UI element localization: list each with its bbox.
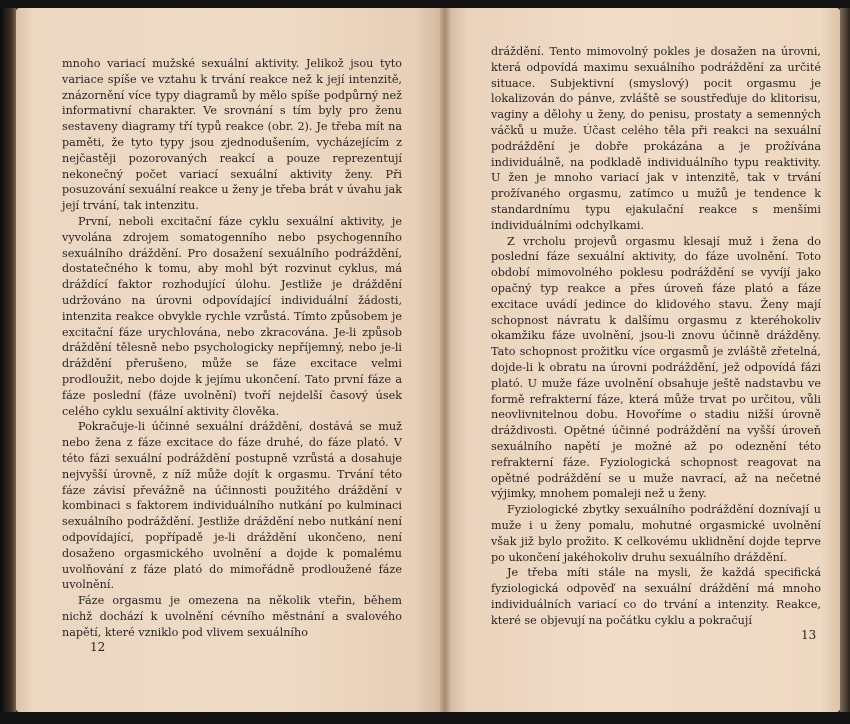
left-page — [16, 8, 444, 712]
right-page-text — [491, 44, 821, 628]
right-paragraph-3: Fyziologické zbytky sexuálního podráždění doznívají u muže i u ženy pomalu, mohutné orgasmické uvolnění však již bylo prožito. K celkovému uklidnění dojde teprve po ukončení jakéhokoliv druhu sexuálního dráždění. — [491, 503, 821, 564]
left-paragraph-3: Pokračuje-li účinné sexuální dráždění, dostává se muž nebo žena z fáze excitace do fáze druhé, do fáze plató. V této fázi sexuální podráždění postupně vzrůstá a dosahuje nejvyšší úrovně, z níž může dojít k orgasmu. Trvání této fáze závisí převážně na účinnosti použitého dráždění v kombinaci s faktorem individuálního nutkání po kulminaci sexuálního podráždění. Jestliže dráždění nebo nutkání není odpovídající, popřípadě je-li dráždění ukončeno, není dosaženo orgasmického uvolnění a dojde k pomalému uvolňování z fáze plató do mimořádně prodloužené fáze uvolnění. — [62, 420, 402, 592]
left-page-number: 12 — [90, 640, 106, 654]
left-paragraph-4: Fáze orgasmu je omezena na několik vteřin, během nichž dochází k uvolnění cévního městnání a svalového napětí, které vzniklo pod vlivem sexuálního — [62, 594, 402, 639]
right-page — [444, 8, 840, 712]
book-gutter — [440, 8, 450, 712]
book-cover-edge-right — [840, 8, 850, 712]
left-page-text — [62, 56, 402, 640]
right-paragraph-1: dráždění. Tento mimovolný pokles je dosažen na úrovni, která odpovídá maximu sexuálního podráždění za určité situace. Subjektivní (smyslový) pocit orgasmu je lokalizován do pánve, zvláště se soustřeďuje do klitorisu, vaginy a dělohy u ženy, do penisu, prostaty a semenných váčků u muže. Účast celého těla při reakci na sexuální podráždění je dobře prokázána a je prožívána individuálně, na podkladě individuálního typu reaktivity. U žen je mnoho variací jak v intenzitě, tak v trvání prožívaného orgasmu, zatímco u mužů je tendence k standardnímu typu ejakulační reakce s menšími individuálními odchylkami. — [491, 45, 821, 232]
right-paragraph-2: Z vrcholu projevů orgasmu klesají muž i žena do poslední fáze sexuální aktivity, do fáze uvolnění. Toto období mimovolného poklesu podráždění se vyvíjí jako opačný typ reakce a přes úroveň fáze plató a fáze excitace uvádí jedince do klidového stavu. Ženy mají schopnost návratu k dalšímu orgasmu z kteréhokoliv okamžiku fáze uvolnění, jsou-li znovu účinně drážděny. Tato schopnost prožitku více orgasmů je zvláště zřetelná, dojde-li k obratu na úrovni podráždění, jež odpovídá fázi plató. U muže fáze uvolnění obsahuje ještě nadstavbu ve formě refrakterní fáze, která může trvat po určitou, vůli neovlivnitelnou dobu. Hovoříme o stadiu nižší úrovně dráždivosti. Opětné účinné podráždění na vyšší úroveň sexuálního napětí je možné až po odeznění této refrakterní fáze. Fyziologická schopnost reagovat na opětné podráždění se u muže navrací, až na nečetné výjimky, mnohem pomaleji než u ženy. — [491, 234, 821, 501]
book-cover-edge-left — [0, 8, 16, 712]
right-page-number: 13 — [801, 628, 817, 642]
left-paragraph-2: První, neboli excitační fáze cyklu sexuální aktivity, je vyvolána zdrojem somatogenního nebo psychogenního sexuálního dráždění. Pro dosažení sexuálního podráždění, dostatečného k tomu, aby mohl být rozvinut cyklus, má dráždící faktor rozhodující úlohu. Jestliže je dráždění udržováno na úrovni odpovídající individuální žádosti, intenzita reakce obvykle rychle vzrůstá. Tímto způsobem je excitační fáze urychlována, nebo zkracována. Je-li způsob dráždění tělesně nebo psychologicky nepříjemný, nebo je-li dráždění přerušeno, může se fáze excitace velmi prodloužit, nebo dojde k jejímu ukončení. Tato první fáze a fáze poslední (fáze uvolnění) tvoří nejdelší časový úsek celého cyklu sexuální aktivity člověka. — [62, 214, 402, 418]
right-paragraph-4: Je třeba míti stále na mysli, že každá specifická fyziologická odpověď na sexuální dráždění má mnoho individuálních variací co do trvání a intenzity. Reakce, které se objevují na počátku cyklu a pokračují — [491, 566, 821, 627]
left-paragraph-1: mnoho variací mužské sexuální aktivity. Jelikož jsou tyto variace spíše ve vztahu k trvání reakce než k její intenzitě, znázornění více typy diagramů by mělo spíše podpůrný než informativní charakter. Ve srovnání s tím byly pro ženu sestaveny diagramy tří typů reakce (obr. 2). Je třeba mít na paměti, že tyto typy jsou zjednodušením, vycházejícím z nejčastěji pozorovaných reakcí a pouze reprezentují nekonečný počet variací sexuální aktivity ženy. Při posuzování sexuální reakce u ženy je třeba brát v úvahu jak její trvání, tak intenzitu. — [62, 57, 402, 213]
